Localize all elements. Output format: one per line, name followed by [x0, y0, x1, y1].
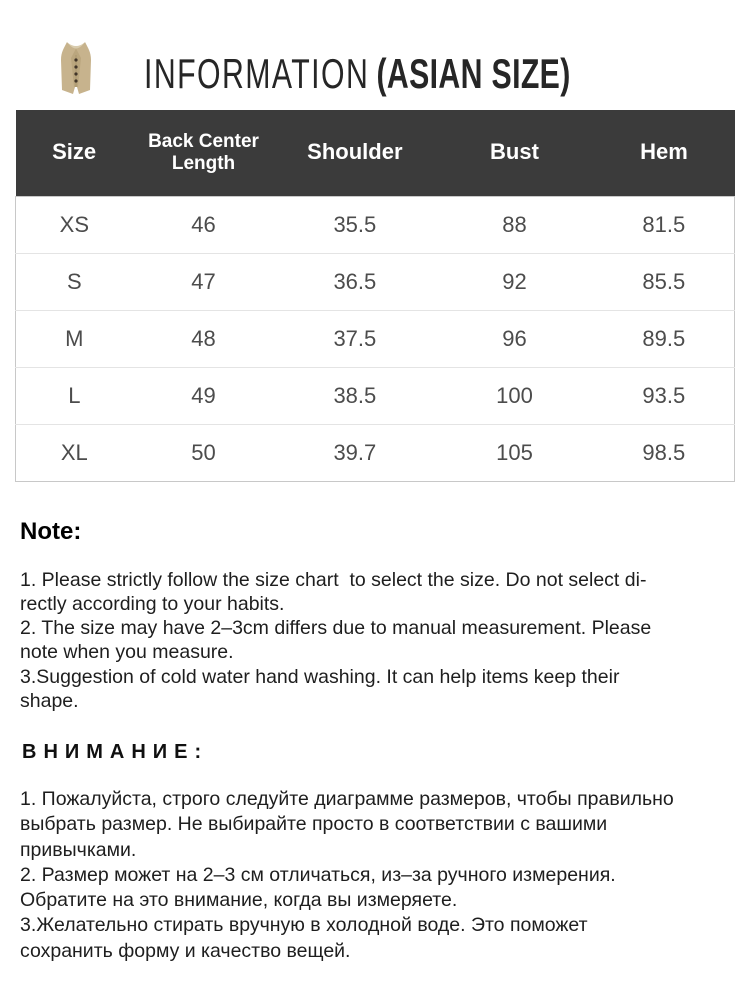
size-table-cell: 100 [435, 367, 593, 424]
note-ru-line: выбрать размер. Не выбирайте просто в соответствии с вашими [20, 813, 608, 836]
size-table-cell: 47 [133, 253, 275, 310]
size-table-cell: 36.5 [274, 253, 435, 310]
size-table-cell: S [16, 253, 133, 310]
note-en-line: 2. The size may have 2–3cm differs due to manual measurement. Please [20, 617, 652, 640]
size-table-cell: 81.5 [594, 196, 735, 253]
size-table-cell: 37.5 [274, 310, 435, 367]
size-table-cell: 35.5 [274, 196, 435, 253]
note-ru-line: 3.Желательно стирать вручную в холодной воде. Это поможет [20, 914, 588, 937]
note-ru-line: 1. Пожалуйста, строго следуйте диаграмме размеров, чтобы правильно [20, 788, 674, 811]
size-table-cell: 46 [133, 196, 275, 253]
attention-heading-ru: ВНИМАНИЕ: [22, 741, 209, 764]
size-table-cell: 48 [133, 310, 275, 367]
note-en-line: shape. [20, 689, 79, 712]
size-table-cell: XS [16, 196, 133, 253]
note-ru-line: 2. Размер может на 2–3 см отличаться, из–за ручного измерения. [20, 863, 616, 886]
size-table-cell: 49 [133, 367, 275, 424]
size-table-cell: 39.7 [274, 424, 435, 481]
note-en-block [20, 568, 750, 714]
note-ru-block [20, 787, 750, 963]
col-header-shoulder: Shoulder [274, 110, 435, 196]
size-table-cell: 105 [435, 424, 593, 481]
size-table-row [16, 424, 735, 481]
note-heading: Note: [20, 517, 82, 545]
size-table-cell: 50 [133, 424, 275, 481]
note-ru-line: сохранить форму и качество вещей. [20, 939, 351, 962]
note-en-line: rectly according to your habits. [20, 592, 285, 615]
col-header-bust: Bust [435, 110, 593, 196]
size-table-cell: 98.5 [594, 424, 735, 481]
size-table-row [16, 196, 735, 253]
page-header [0, 0, 750, 98]
note-en-line: 1. Please strictly follow the size chart to select the size. Do not select di- [20, 568, 647, 591]
page-title [144, 50, 571, 98]
size-table-body [16, 196, 735, 481]
size-table-cell: 89.5 [594, 310, 735, 367]
col-header-size: Size [16, 110, 133, 196]
size-chart-table [15, 110, 735, 482]
size-table-cell: XL [16, 424, 133, 481]
title-information: INFORMATION [144, 50, 370, 97]
size-table-cell: M [16, 310, 133, 367]
col-header-back-center-length: Back Center Length [133, 110, 275, 196]
size-table-cell: L [16, 367, 133, 424]
size-table-row [16, 253, 735, 310]
size-table-cell: 88 [435, 196, 593, 253]
size-table-cell: 38.5 [274, 367, 435, 424]
note-ru-line: привычками. [20, 838, 137, 861]
size-table-cell: 92 [435, 253, 593, 310]
note-en-line: note when you measure. [20, 641, 234, 664]
note-en-line: 3.Suggestion of cold water hand washing. It can help items keep their [20, 665, 620, 688]
size-table-row [16, 367, 735, 424]
size-table-cell: 93.5 [594, 367, 735, 424]
size-table-header-row [16, 110, 735, 196]
col-header-hem: Hem [594, 110, 735, 196]
size-table-row [16, 310, 735, 367]
size-table-cell: 96 [435, 310, 593, 367]
vest-icon [52, 40, 100, 98]
title-asian-size: (ASIAN SIZE) [376, 50, 571, 97]
note-ru-line: Обратите на это внимание, когда вы измеряете. [20, 889, 458, 912]
size-table-cell: 85.5 [594, 253, 735, 310]
